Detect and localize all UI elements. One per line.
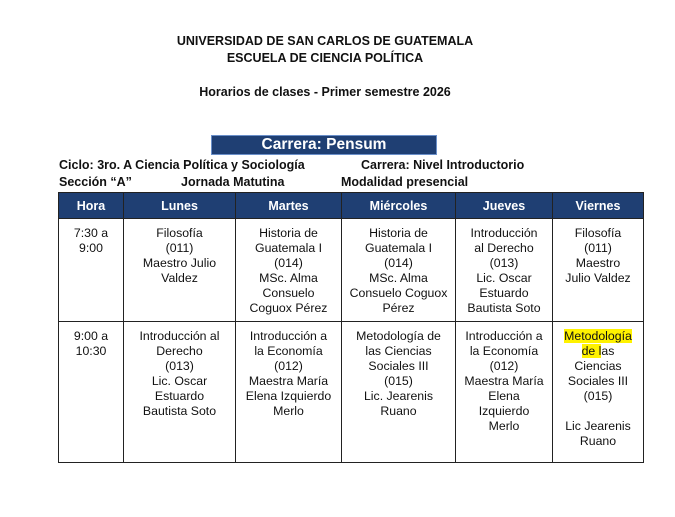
cell-martes bbox=[236, 322, 342, 463]
cell-miercoles bbox=[342, 322, 456, 463]
cell-line: (013) bbox=[165, 359, 194, 373]
cell-line: Maestro bbox=[575, 256, 621, 270]
cell-line bbox=[555, 344, 641, 359]
cell-line: Historia de bbox=[369, 226, 428, 240]
cell-line: Historia de bbox=[259, 226, 318, 240]
cell-line: Lic Jearenis bbox=[565, 419, 631, 433]
cell-line: Merlo bbox=[273, 404, 304, 418]
table-row bbox=[59, 219, 644, 322]
cell-miercoles bbox=[342, 219, 456, 322]
cell-lunes bbox=[124, 322, 236, 463]
cell-viernes bbox=[553, 322, 644, 463]
ciclo-label: Ciclo: 3ro. A Ciencia Política y Sociología bbox=[59, 158, 305, 172]
cell-line: Guatemala I bbox=[255, 241, 322, 255]
cell-line: (014) bbox=[274, 256, 303, 270]
cell-jueves bbox=[456, 322, 553, 463]
cell-line: Consuelo bbox=[262, 286, 315, 300]
cell-line: las Ciencias bbox=[365, 344, 432, 358]
seccion-label: Sección “A” bbox=[59, 175, 132, 189]
jornada-label: Jornada Matutina bbox=[181, 175, 285, 189]
cell-line: Ruano bbox=[380, 404, 417, 418]
cell-line bbox=[555, 329, 641, 344]
header-miercoles: Miércoles bbox=[342, 193, 456, 219]
header-hora: Hora bbox=[59, 193, 124, 219]
cell-line: 10:30 bbox=[75, 344, 107, 358]
cell-line: (012) bbox=[489, 359, 519, 373]
cell-line: Elena Izquierdo bbox=[245, 389, 332, 403]
cell-line: Guatemala I bbox=[365, 241, 432, 255]
cell-line: Sociales III bbox=[368, 359, 429, 373]
cell-line: la Economía bbox=[469, 344, 539, 358]
cell-line: Bautista Soto bbox=[142, 404, 217, 418]
cell-jueves bbox=[456, 219, 553, 322]
cell-line: la Economía bbox=[254, 344, 323, 358]
highlighted-text: Metodología bbox=[564, 329, 632, 343]
header-jueves: Jueves bbox=[456, 193, 553, 219]
schedule-table bbox=[58, 192, 644, 463]
cell-line: Valdez bbox=[161, 271, 198, 285]
cell-line: Metodología de bbox=[356, 329, 441, 343]
cell-line: Ruano bbox=[579, 434, 617, 448]
cell-line: Elena bbox=[488, 389, 520, 403]
cell-line: Maestra María bbox=[248, 374, 329, 388]
cell-line: Consuelo Coguox bbox=[349, 286, 448, 300]
cell-line: Ciencias bbox=[574, 359, 622, 373]
header-viernes: Viernes bbox=[553, 193, 644, 219]
header-martes: Martes bbox=[236, 193, 342, 219]
carrera-title: Carrera: Pensum Introductorio bbox=[212, 136, 436, 154]
cell-line: (015) bbox=[583, 389, 613, 403]
cell-line: Julio Valdez bbox=[565, 271, 631, 285]
cell-line: Lic. Jearenis bbox=[363, 389, 434, 403]
cell-line: Maestro Julio bbox=[142, 256, 217, 270]
schedule-title: Horarios de clases - Primer semestre 2026 bbox=[199, 85, 451, 99]
cell-line: Introducción al bbox=[139, 329, 220, 343]
cell-line: Maestra María bbox=[464, 374, 544, 388]
cell-hora bbox=[59, 219, 124, 322]
cell-line: 9:00 a bbox=[73, 329, 109, 343]
cell-line: (011) bbox=[584, 241, 612, 255]
cell-hora bbox=[59, 322, 124, 463]
table-row bbox=[59, 322, 644, 463]
school-name: ESCUELA DE CIENCIA POLÍTICA bbox=[226, 51, 424, 65]
cell-line: Introducción bbox=[470, 226, 538, 240]
highlighted-text: de l bbox=[581, 344, 602, 358]
cell-line: Lic. Oscar bbox=[151, 374, 208, 388]
cell-line: Bautista Soto bbox=[467, 301, 541, 315]
carrera-label: Carrera: Nivel Introductorio bbox=[361, 158, 525, 172]
cell-line: Coguox Pérez bbox=[249, 301, 328, 315]
cell-line: Izquierdo bbox=[478, 404, 530, 418]
cell-line: Filosofía bbox=[574, 226, 622, 240]
cell-line: Merlo bbox=[488, 419, 520, 433]
cell-spacer bbox=[555, 404, 641, 419]
university-name: UNIVERSIDAD DE SAN CARLOS DE GUATEMALA bbox=[176, 34, 474, 48]
cell-line: Estuardo bbox=[154, 389, 205, 403]
cell-line: Estuardo bbox=[479, 286, 529, 300]
cell-text: as bbox=[601, 344, 615, 358]
cell-line: 9:00 bbox=[79, 241, 103, 255]
cell-line: (011) bbox=[165, 241, 194, 255]
cell-line: Pérez bbox=[382, 301, 415, 315]
cell-line: Sociales III bbox=[567, 374, 629, 388]
cell-viernes bbox=[553, 219, 644, 322]
table-header-row bbox=[59, 193, 644, 219]
cell-line: (015) bbox=[384, 374, 413, 388]
cell-line: MSc. Alma bbox=[259, 271, 318, 285]
cell-line: Lic. Oscar bbox=[476, 271, 532, 285]
cell-line: 7:30 a bbox=[73, 226, 109, 240]
cell-line: Introducción a bbox=[249, 329, 328, 343]
cell-line: al Derecho bbox=[474, 241, 534, 255]
cell-line: (014) bbox=[384, 256, 413, 270]
cell-line: (013) bbox=[489, 256, 519, 270]
cell-line: Derecho bbox=[156, 344, 203, 358]
cell-line: Introducción a bbox=[465, 329, 543, 343]
cell-line: Filosofía bbox=[156, 226, 203, 240]
modalidad-label: Modalidad presencial bbox=[341, 175, 469, 189]
cell-line: MSc. Alma bbox=[369, 271, 428, 285]
cell-line: (012) bbox=[274, 359, 303, 373]
cell-lunes bbox=[124, 219, 236, 322]
cell-martes bbox=[236, 219, 342, 322]
header-lunes: Lunes bbox=[124, 193, 236, 219]
